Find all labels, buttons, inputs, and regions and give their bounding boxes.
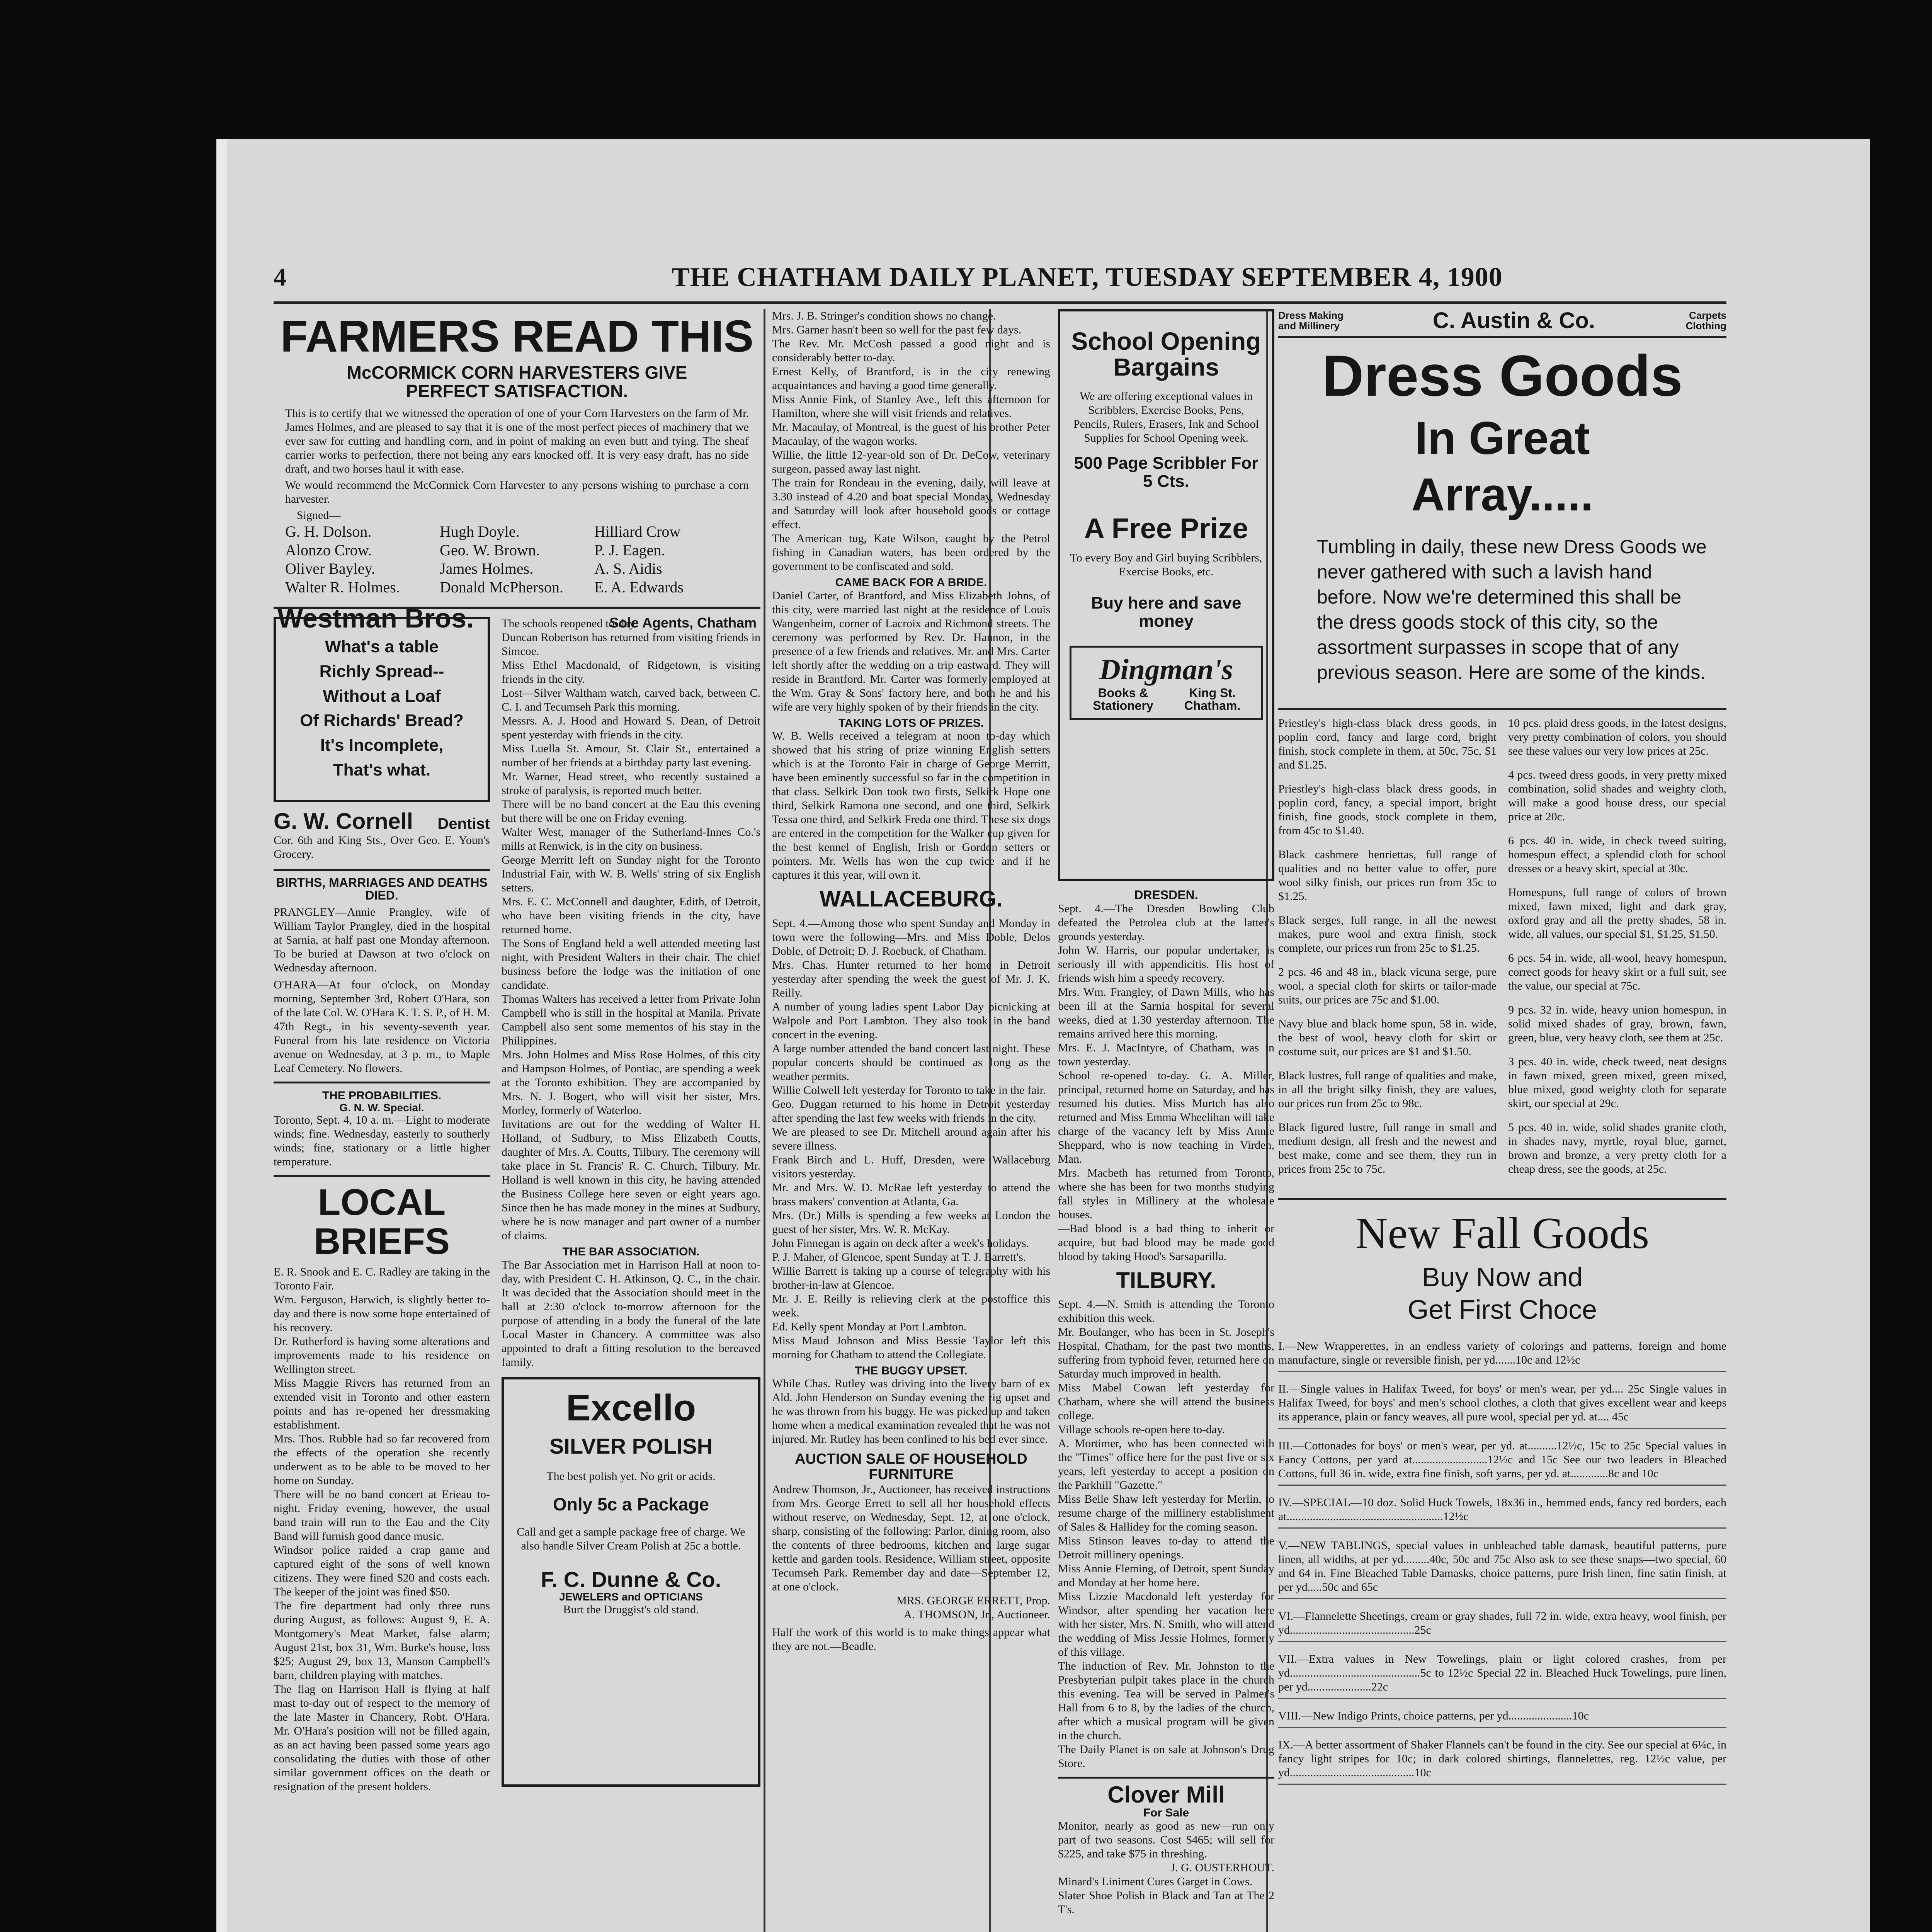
wallaceburg-para: Willie Colwell left yesterday for Toronto to take in the fair. bbox=[772, 1083, 1046, 1097]
clover-ad bbox=[1058, 1777, 1274, 1917]
fall-item: IX.—A better assortment of Shaker Flannels can't be found in the city. See our special at 6¼c, in fancy light stripes for 10c; in dark colored shirtings, flannelettes, reg. 12½c value, per yd...........................................10c bbox=[1278, 1738, 1726, 1785]
newspaper-title: THE CHATHAM DAILY PLANET, TUESDAY SEPTEMBER 4, 1900 bbox=[672, 262, 1503, 292]
dresden-para: Mrs. Wm. Frangley, of Dawn Mills, who has been ill at the Sarnia hospital for several weeks, died at 1.30 yesterday afternoon. The remains arrived here this morning. bbox=[1058, 985, 1274, 1040]
tilbury-para: Miss Lizzie Macdonald left yesterday for Windsor, after spending her vacation here with her sister, Mrs. N. Smith, who will attend the wedding of Miss Jessie Holmes, formerly of this village. bbox=[1058, 1590, 1274, 1659]
dresden-para: Sept. 4.—The Dresden Bowling Club defeated the Petrolea club at the latter's grounds yesterday. bbox=[1058, 902, 1274, 943]
school-prize: A Free Prize bbox=[1084, 512, 1248, 544]
beadle-text: Half the work of this world is to make things appear what they are not.—Beadle. bbox=[772, 1626, 1050, 1653]
school-prize-text: To every Boy and Girl buying Scribblers, Exercise Books, etc. bbox=[1070, 551, 1262, 578]
dingman-logo bbox=[1070, 646, 1263, 720]
prizes-text: W. B. Wells received a telegram at noon to-day which showed that his string of prize winning English setters which is at the Toronto Fair in charge of George Merritt, have been eminently successful so far in the competition in that class. Selkirk Don took two firsts, Selkirk Hope one third, Selkirk Ramona one second, and one third, Selkirk Tessa one third, and Selkirk Freda one third. These six dogs are entered in the competition for the Walker cup given for the best kennel of English, Irish or Gordon setters or pointers. Mr. Wells has won the cup twice and if he captures it this year, will own it. bbox=[772, 730, 1050, 881]
fall-item: I.—New Wrapperettes, in an endless variety of colorings and patterns, foreign and home manufacture, single or reversible finish, per yd.......10c and 12½c bbox=[1278, 1339, 1726, 1372]
excello-text2: Call and get a sample package free of charge. We also handle Silver Cream Polish at 25c a bottle. bbox=[517, 1526, 745, 1553]
news-para: There will be no band concert at the Eau this evening but there will be one on Friday evening. bbox=[502, 798, 760, 825]
austin-item: Priestley's high-class black dress goods, in poplin cord, fancy, a special import, bright finish, fine goods, stock complete in them, from 45c to $1.40. bbox=[1278, 782, 1497, 837]
wallaceburg-para: Mr. and Mrs. W. D. McRae left yesterday to attend the brass makers' convention at Atlanta, Ga. bbox=[772, 1181, 1050, 1208]
agent-name: Westman Bros. bbox=[277, 603, 474, 634]
excello-name: Excello bbox=[566, 1387, 696, 1429]
austin-items-grid bbox=[1278, 708, 1726, 1186]
school-deal: 500 Page Scribbler For 5 Cts. bbox=[1074, 454, 1259, 491]
brief-para: The flag on Harrison Hall is flying at half mast to-day out of respect to the memory of the late Master in Chancery, Robt. O'Hara. Mr. O'Hara's position will not be filled again, as an act having been passed some years ago consolidating the duties with those of other similar government offices on the death or resignation of the present holders. bbox=[274, 1682, 490, 1793]
column-3 bbox=[772, 309, 1050, 1932]
news-para: Invitations are out for the wedding of Walter H. Holland, of Sudbury, to Miss Elizabeth Coutts, daughter of Mrs. A. Coutts, Tilbury. The ceremony will take place in St. Francis' R. C. Church, Tilbury. Mr. Holland is well known in this city, he having attended the Business College here seven or eight years ago. Since then he has made money in the mines at Sudbury, where he is now manager and part owner of a number of claims. bbox=[502, 1118, 760, 1242]
austin-item: 5 pcs. 40 in. wide, solid shades granite cloth, in shades navy, myrtle, royal blue, garnet, brown and bronze, a very pretty cloth for a cheap dress, see the goods, at 25c. bbox=[1508, 1121, 1726, 1176]
dentist-ad bbox=[274, 802, 490, 871]
masthead bbox=[274, 255, 1726, 304]
brief-para: Wm. Ferguson, Harwich, is slightly better to-day and there is now some hope entertained of his recovery. bbox=[274, 1293, 490, 1334]
austin-item: 6 pcs. 54 in. wide, all-wool, heavy homespun, correct goods for heavy skirt or a full suit, see the value, our special at 75c. bbox=[1508, 952, 1726, 993]
dentist-address: Cor. 6th and King Sts., Over Geo. E. Youn's Grocery. bbox=[274, 833, 490, 861]
dentist-title: Dentist bbox=[437, 815, 490, 832]
fall-item: VII.—Extra values in New Towelings, plain or light colored crashes, from per yd.............................................5c to 12½c Special 22 in. Bleached Huck Towelings, pure linen, per yd......................22c bbox=[1278, 1652, 1726, 1699]
news-para: Ernest Kelly, of Brantford, is in the city renewing acquaintances and having a good time generally. bbox=[772, 365, 1050, 392]
wallaceburg-para: We are pleased to see Dr. Mitchell around again after his severe illness. bbox=[772, 1125, 1050, 1152]
newspaper-page bbox=[216, 139, 1870, 1932]
signer: A. S. Aidis bbox=[594, 560, 662, 578]
column-rule bbox=[764, 309, 765, 1932]
probabilities-text: Toronto, Sept. 4, 10 a. m.—Light to moderate winds; fine. Wednesday, easterly to southerly winds; fine, stationary or a little higher temperature. bbox=[274, 1113, 490, 1168]
news-para: The Rev. Mr. McCosh passed a good night and is considerably better to-day. bbox=[772, 337, 1050, 364]
fall-item: VI.—Flannelette Sheetings, cream or gray shades, full 72 in. wide, extra heavy, wool finish, per yd...........................................25c bbox=[1278, 1609, 1726, 1642]
bread-line: It's Incomplete, bbox=[320, 736, 444, 755]
bar-heading: THE BAR ASSOCIATION. bbox=[562, 1245, 700, 1258]
farmers-headline: FARMERS READ THIS bbox=[280, 311, 754, 361]
wallaceburg-para: P. J. Maher, of Glencoe, spent Sunday at T. J. Barrett's. bbox=[772, 1250, 1026, 1264]
tilbury-para: Miss Stinson leaves to-day to attend the Detroit millinery openings. bbox=[1058, 1534, 1274, 1561]
bread-line: That's what. bbox=[333, 760, 431, 779]
column-1 bbox=[274, 309, 760, 1932]
wallaceburg-para: A large number attended the band concert last night. These popular concerts should be continued as long as the weather permits. bbox=[772, 1042, 1050, 1083]
tilbury-para: Village schools re-open here to-day. bbox=[1058, 1423, 1225, 1436]
news-para: Mr. Macaulay, of Montreal, is the guest of his brother Peter Macaulay, of the wagon works. bbox=[772, 421, 1050, 447]
austin-item: 10 pcs. plaid dress goods, in the latest designs, very pretty combination of colors, you should see these values our very low prices at 25c. bbox=[1508, 717, 1726, 758]
news-para: Mrs. E. C. McConnell and daughter, Edith, of Detroit, who have been visiting friends in the city, have returned home. bbox=[502, 895, 760, 936]
births-subheading: DIED. bbox=[365, 888, 398, 903]
fall-sub-2: Get First Choce bbox=[1407, 1294, 1597, 1325]
austin-item: Black cashmere henriettas, full range of qualities and no better value to offer, pure wool silky finish, our prices run from 35c to $1.25. bbox=[1278, 848, 1497, 903]
fall-heading: New Fall Goods bbox=[1355, 1209, 1650, 1259]
signer: E. A. Edwards bbox=[594, 578, 684, 596]
austin-headline-1: Dress Goods bbox=[1322, 343, 1683, 408]
excello-seller-addr: Burt the Druggist's old stand. bbox=[563, 1603, 699, 1616]
signer: Alonzo Crow. bbox=[285, 541, 372, 559]
brief-para: Mrs. Thos. Rubble had so far recovered from the effects of the operation she recently underwent as to be able to be moved to her home on Sunday. bbox=[274, 1432, 490, 1487]
local-briefs-heading: LOCAL BRIEFS bbox=[313, 1181, 450, 1262]
news-para: Mrs. John Holmes and Miss Rose Holmes, of this city and Hampson Holmes, of Pontiac, are spending a week at the Toronto exhibition. They are accompanied by Mrs. N. J. Bogert, who will visit her sister, Mrs. Morley, formerly of Waterloo. bbox=[502, 1048, 760, 1117]
brief-para: Miss Maggie Rivers has returned from an extended visit in Toronto and other eastern points and has re-opened her dressmaking establishment. bbox=[274, 1376, 490, 1431]
signer: Walter R. Holmes. bbox=[285, 578, 400, 596]
clover-sign: J. G. OUSTERHOUT. bbox=[1170, 1861, 1274, 1874]
clover-headline: Clover Mill bbox=[1107, 1782, 1225, 1808]
school-cta: Buy here and save money bbox=[1091, 594, 1242, 631]
signed-label: Signed— bbox=[297, 509, 341, 522]
signer: Oliver Bayley. bbox=[285, 560, 375, 578]
slater-text: Slater Shoe Polish in Black and Tan at The 2 T's. bbox=[1058, 1889, 1274, 1916]
minard-text: Minard's Liniment Cures Garget in Cows. bbox=[1058, 1875, 1253, 1888]
tilbury-para: A. Mortimer, who has been connected with the "Times" office here for the past five or six years, left yesterday to accept a position on the Parkhill "Gazette." bbox=[1058, 1437, 1274, 1492]
signer: Donald McPherson. bbox=[440, 578, 563, 596]
news-para: Messrs. A. J. Hood and Howard S. Dean, of Detroit spent yesterday with friends in the city. bbox=[502, 714, 760, 741]
col1-left bbox=[274, 617, 490, 1794]
news-para: Miss Annie Fink, of Stanley Ave., left this afternoon for Hamilton, where she will visit friends and relatives. bbox=[772, 393, 1050, 420]
dresden-para: Mrs. Macbeth has returned from Toronto, where she has been for two months studying fall styles in Millinery at the wholesale houses. bbox=[1058, 1166, 1274, 1221]
news-para: The American tug, Kate Wilson, caught by the Petrol fishing in Canadian waters, has been ordered by the government to be confiscated and sold. bbox=[772, 532, 1050, 573]
austin-top-left: Dress Making and Millinery bbox=[1278, 310, 1344, 332]
dresden-para: John W. Harris, our popular undertaker, is seriously ill with appendicitis. His host of friends wish him a speedy recovery. bbox=[1058, 944, 1274, 985]
austin-item: Priestley's high-class black dress goods, in poplin cord, fancy and large cord, bright finish, stock complete in them, at 50c, 75c, $1 and $1.25. bbox=[1278, 717, 1497, 772]
farmers-recommend: We would recommend the McCormick Corn Harvester to any persons wishing to purchase a corn harvester. bbox=[285, 479, 749, 506]
auction-heading: AUCTION SALE OF HOUSEHOLD FURNITURE bbox=[795, 1451, 1027, 1483]
excello-ad bbox=[502, 1377, 760, 1787]
austin-item: Navy blue and black home spun, 58 in. wide, the best of wool, heavy cloth for skirt or costume suit, our prices are $1 and $1.50. bbox=[1278, 1017, 1497, 1058]
austin-top-name: C. Austin & Co. bbox=[1433, 309, 1595, 333]
wallaceburg-para: Sept. 4.—Among those who spent Sunday and Monday in town were the following—Mrs. and Miss Doble, Delos Doble, of Detroit; D. J. Roebuck, of Chatham. bbox=[772, 917, 1050, 957]
austin-item: Black figured lustre, full range in small and medium design, all fresh and the newest and best make, come and see them, they run in prices from 25c to 75c. bbox=[1278, 1121, 1497, 1176]
page-number: 4 bbox=[274, 263, 286, 291]
brief-para: Dr. Rutherford is having some alterations and improvements made to his residence on Wellington street. bbox=[274, 1335, 490, 1376]
bread-line: Without a Loaf bbox=[323, 686, 441, 706]
excello-price: Only 5c a Package bbox=[553, 1494, 709, 1515]
school-ad bbox=[1058, 309, 1274, 881]
auction-sign: MRS. GEORGE ERRETT, Prop. bbox=[896, 1594, 1050, 1607]
austin-left-items bbox=[1278, 716, 1497, 1186]
signers-list bbox=[274, 522, 760, 597]
births-heading: BIRTHS, MARRIAGES AND DEATHS bbox=[276, 875, 488, 889]
auction-text: Andrew Thomson, Jr., Auctioneer, has received instructions from Mrs. George Errett to sell all her household effects without reserve, on Wednesday, Sept. 12, at one o'clock, sharp, consisting of the following: Parlor, dining room, also the contents of three bedrooms, kitchen and large sugar kettle and garden tools. Residence, William street, opposite Tecumseh Park. Remember day and date—September 12, at one o'clock. bbox=[772, 1483, 1050, 1594]
bread-ad bbox=[274, 617, 490, 802]
dresden-para: School re-opened to-day. G. A. Miller, principal, returned home on Saturday, and has resumed his duties. Miss Murtch has also returned and Miss Emma Wheelihan will take charge of the vacancy left by Miss Annie Sheppard, who is now teaching in Virden, Man. bbox=[1058, 1069, 1274, 1165]
buggy-heading: THE BUGGY UPSET. bbox=[855, 1364, 968, 1377]
signer: James Holmes. bbox=[440, 560, 534, 578]
fall-item: IV.—SPECIAL—10 doz. Solid Huck Towels, 18x36 in., hemmed ends, fancy red borders, each at......................................................12½c bbox=[1278, 1496, 1726, 1529]
tilbury-para: Miss Mabel Cowan left yesterday for Chatham, where she will attend the business college. bbox=[1058, 1381, 1274, 1422]
wallaceburg-para: Mrs. Chas. Hunter returned to her home in Detroit yesterday after spending the week the guest of Mr. J. K. Reilly. bbox=[772, 958, 1050, 999]
tilbury-para: Mr. Boulanger, who has been in St. Joseph's Hospital, Chatham, for the past two months, suffering from typhoid fever, returned here on Saturday much improved in health. bbox=[1058, 1326, 1274, 1381]
school-text: We are offering exceptional values in Scribblers, Exercise Books, Pens, Pencils, Rulers, Erasers, Ink and School Supplies for School Opening week. bbox=[1073, 390, 1259, 445]
fall-item: II.—Single values in Halifax Tweed, for boys' or men's wear, per yd.... 25c Single values in Halifax Tweed, for boys' and men's school clothes, a cloth that gives excellent wear and keeps its apperance, plain or fancy weaves, all pure wool, special per yd. at.... 45c bbox=[1278, 1382, 1726, 1429]
news-para: Walter West, manager of the Sutherland-Innes Co.'s mills at Renwick, is in the city on business. bbox=[502, 826, 760, 852]
excello-seller-note: JEWELERS and OPTICIANS bbox=[559, 1591, 703, 1603]
bread-line: Richly Spread-- bbox=[319, 662, 444, 681]
fall-item: VIII.—New Indigo Prints, choice patterns, per yd......................10c bbox=[1278, 1709, 1726, 1728]
wallaceburg-para: Geo. Duggan returned to his home in Detroit yesterday after spending the last few weeks with friends in the city. bbox=[772, 1097, 1050, 1124]
births-entry: PRANGLEY—Annie Prangley, wife of William Taylor Prangley, died in the hospital at Sarnia, at half past one Monday afternoon. To be buried at Dawson at two o'clock on Wednesday afternoon. bbox=[274, 906, 490, 975]
fall-items bbox=[1278, 1339, 1726, 1785]
bread-line: Of Richards' Bread? bbox=[300, 711, 464, 730]
news-para: Thomas Walters has received a letter from Private John Campbell who is still in the hospital at Manila. Private Campbell also sent some mementos of his stay in the Philippines. bbox=[502, 993, 760, 1047]
tilbury-para: Sept. 4.—N. Smith is attending the Toronto exhibition this week. bbox=[1058, 1298, 1274, 1325]
news-para: Mrs. J. B. Stringer's condition shows no change. bbox=[772, 310, 996, 322]
tilbury-para: Miss Belle Shaw left yesterday for Merlin, to resume charge of the millinery establishment of Sales & Hallidey for the coming season. bbox=[1058, 1493, 1274, 1534]
signer: G. H. Dolson. bbox=[285, 523, 372, 541]
austin-item: 4 pcs. tweed dress goods, in very pretty mixed combination, solid shades and weighty cloth, will make a good house dress, our special price at 20c. bbox=[1508, 769, 1726, 823]
fall-item: V.—NEW TABLINGS, special values in unbleached table damask, beautiful patterns, pure linen, all widths, at per yd.........40c, 50c and 75c Also ask to see these snaps—two special, 60 and 64 in. Fine Bleached Table Damasks, choice patterns, pure Irish linen, fine satin finish, at per yd.....50c and 65c bbox=[1278, 1539, 1726, 1599]
wallaceburg-para: Miss Maud Johnson and Miss Bessie Taylor left this morning for Chatham to attend the Collegiate. bbox=[772, 1334, 1050, 1361]
bread-line: What's a table bbox=[325, 637, 439, 656]
news-para: Mrs. Garner hasn't been so well for the past few days. bbox=[772, 323, 1022, 336]
austin-top-right: Carpets Clothing bbox=[1685, 310, 1726, 332]
news-para: George Merritt left on Sunday night for the Toronto Industrial Fair, with W. B. Wells' string of six English setters. bbox=[502, 854, 760, 894]
wallaceburg-para: Willie Barrett is taking up a course of telegraphy with his brother-in-law at Glencoe. bbox=[772, 1264, 1050, 1291]
wallaceburg-heading: WALLACEBURG. bbox=[820, 886, 1003, 912]
austin-item: 9 pcs. 32 in. wide, heavy union homespun, in solid mixed shades of gray, brown, fawn, green, blue, very heavy cloth, see them at 25c. bbox=[1508, 1003, 1726, 1044]
bride-heading: CAME BACK FOR A BRIDE. bbox=[835, 576, 987, 589]
austin-headline-2: In Great bbox=[1415, 412, 1590, 464]
news-para: Lost—Silver Waltham watch, carved back, between C. C. I. and Tecumseh Park this morning. bbox=[502, 687, 760, 713]
col1-lower bbox=[274, 617, 760, 1794]
probabilities-sub: G. N. W. Special. bbox=[339, 1101, 424, 1114]
wallaceburg-para: A number of young ladies spent Labor Day picnicking at Walpole and Port Lambton. They also took in the band concert in the evening. bbox=[772, 1000, 1050, 1041]
buggy-text: While Chas. Rutley was driving into the livery barn of ex Ald. John Henderson on Sunday evening the rig upset and he was thrown from his buggy. He was picked up and taken home when a medical examination revealed that he was not injured. Mr. Rutley has been confined to his bed ever since. bbox=[772, 1377, 1050, 1446]
signer: Geo. W. Brown. bbox=[440, 541, 540, 559]
news-para: The train for Rondeau in the evening, daily, will leave at 3.30 instead of 4.20 and boat special Monday, Wednesday and Saturday will look after household goods or cottage effect. bbox=[772, 476, 1050, 531]
brief-para: The fire department had only three runs during August, as follows: August 9, E. A. Montgomery's Meat Market, false alarm; August 21st, box 31, Wm. Burke's house, loss $25; August 29, box 13, Manson Campbell's barn, children playing with matches. bbox=[274, 1599, 490, 1682]
wallaceburg-para: Mr. J. E. Reilly is relieving clerk at the postoffice this week. bbox=[772, 1292, 1050, 1319]
school-headline: School Opening Bargains bbox=[1071, 327, 1261, 381]
shop-name: Dingman's bbox=[1099, 653, 1233, 686]
signer: Hilliard Crow bbox=[594, 523, 681, 541]
tilbury-para: Miss Annie Fleming, of Detroit, spent Sunday and Monday at her home here. bbox=[1058, 1562, 1274, 1589]
brief-para: There will be no band concert at Erieau to-night. Friday evening, however, the usual band train will run to the Eau and the City Band will furnish good dance music. bbox=[274, 1488, 490, 1543]
prizes-heading: TAKING LOTS OF PRIZES. bbox=[838, 716, 984, 730]
dresden-heading: DRESDEN. bbox=[1134, 888, 1198, 902]
news-para: Duncan Robertson has returned from visiting friends in Simcoe. bbox=[502, 631, 760, 658]
clover-text: Monitor, nearly as good as new—run only part of two seasons. Cost $465; will sell for $225, and take $75 in threshing. bbox=[1058, 1819, 1274, 1860]
tilbury-para: The induction of Rev. Mr. Johnston to the Presbyterian pulpit takes place in the church this evening. Tea will be served in Palmer's Hall from 6 to 8, by the ladies of the church, after which a musical program will be given in the church. bbox=[1058, 1660, 1274, 1742]
shop-addr: King St. Chatham. bbox=[1184, 685, 1241, 713]
dresden-para: Mrs. E. J. MacIntyre, of Chatham, was in town yesterday. bbox=[1058, 1041, 1274, 1068]
excello-product: SILVER POLISH bbox=[549, 1434, 713, 1459]
fall-sub-1: Buy Now and bbox=[1422, 1262, 1583, 1293]
excello-text1: The best polish yet. No grit or acids. bbox=[546, 1470, 716, 1483]
signer: Hugh Doyle. bbox=[440, 523, 520, 541]
shop-sub: Books & Stationery bbox=[1093, 685, 1153, 713]
wallaceburg-para: Ed. Kelly spent Monday at Port Lambton. bbox=[772, 1320, 967, 1333]
austin-item: Black lustres, full range of qualities and make, in all the bright silky finish, they are values, our prices run from 25c to 98c. bbox=[1278, 1069, 1497, 1110]
agent-note: Sole Agents, Chatham bbox=[609, 615, 757, 631]
brief-para: Windsor police raided a crap game and captured eight of the sons of well known citizens. They were fined $20 and costs each. The keeper of the joint was fined $50. bbox=[274, 1543, 490, 1598]
col2-news bbox=[502, 617, 760, 1794]
births-entry: O'HARA—At four o'clock, on Monday morning, September 3rd, Robert O'Hara, son of the late Col. W. O'Hara K. T. S. P., of H. M. 47th Regt., in his seventy-seventh year. Funeral from his late residence on Victoria avenue on Wednesday, at 3 p. m., to Maple Leaf Cemetery. No flowers. bbox=[274, 978, 490, 1075]
austin-headline-3: Array..... bbox=[1411, 469, 1594, 521]
tilbury-para: The Daily Planet is on sale at Johnson's Drug Store. bbox=[1058, 1743, 1274, 1770]
signer: P. J. Eagen. bbox=[594, 541, 665, 559]
auction-sign: A. THOMSON, Jr., Auctioneer. bbox=[903, 1608, 1050, 1621]
probabilities-heading: THE PROBABILITIES. bbox=[322, 1089, 442, 1102]
tilbury-heading: TILBURY. bbox=[1116, 1267, 1216, 1293]
farmers-subhead: McCORMICK CORN HARVESTERS GIVE PERFECT SATISFACTION. bbox=[347, 362, 687, 401]
dresden-para: —Bad blood is a bad thing to inherit or acquire, but bad blood may be made good blood by taking Hood's Sarsaparilla. bbox=[1058, 1222, 1274, 1263]
news-para: Mr. Warner, Head street, who recently sustained a stroke of paralysis, is reported much better. bbox=[502, 770, 760, 797]
news-para: The Sons of England held a well attended meeting last night, with President Walters in their chair. The chief business before the lodge was the initiation of one candidate. bbox=[502, 937, 760, 992]
austin-item: 2 pcs. 46 and 48 in., black vicuna serge, pure wool, a special cloth for skirts or tailor-made suits, our prices are 75c and $1.00. bbox=[1278, 966, 1497, 1007]
wallaceburg-para: Frank Birch and L. Huff, Dresden, were Wallaceburg visitors yesterday. bbox=[772, 1153, 1050, 1180]
column-4 bbox=[1058, 309, 1274, 1932]
news-para: Miss Ethel Macdonald, of Ridgetown, is visiting friends in the city. bbox=[502, 659, 760, 685]
fall-item: III.—Cottonades for boys' or men's wear, per yd. at..........12½c, 15c to 25c Special values in Fancy Cottons, per yard at..........................12½c and 15c See our two leaders in Bleached Cottons, full 36 in. wide, extra fine finish, soft yarns, per yd. at.............8c and 10c bbox=[1278, 1439, 1726, 1486]
austin-item: 3 pcs. 40 in. wide, check tweed, neat designs in fawn mixed, green mixed, green mixed, blue mixed, good weighty cloth for separate skirt, our special at 29c. bbox=[1508, 1055, 1726, 1110]
brief-para: E. R. Snook and E. C. Radley are taking in the Toronto Fair. bbox=[274, 1265, 490, 1292]
news-para: The schools reopened to-day. bbox=[502, 617, 638, 630]
bride-text: Daniel Carter, of Brantford, and Miss Elizabeth Johns, of this city, were married last night at the residence of Louis Wangenheim, corner of Lacroix and Richmond streets. The ceremony was performed by Rev. Dr. Hannon, in the presence of a few friends and relatives. Mr. and Mrs. Carter left shortly after the wedding on a trip eastward. They will reside in Brantford. Mr. Carter was formerly employed at the Wm. Gray & Sons' factory here, and both he and his wife are very highly spoken of by their friends in the city. bbox=[772, 589, 1050, 713]
excello-seller: F. C. Dunne & Co. bbox=[541, 1567, 721, 1592]
clover-sub: For Sale bbox=[1143, 1806, 1189, 1820]
austin-right-items bbox=[1508, 716, 1726, 1186]
austin-item: 6 pcs. 40 in. wide, in check tweed suiting, homespun effect, a splendid cloth for school dresses or a heavy skirt, special at 30c. bbox=[1508, 834, 1726, 875]
fall-goods-section bbox=[1278, 1198, 1726, 1785]
dentist-name: G. W. Cornell bbox=[274, 809, 413, 834]
bar-text: The Bar Association met in Harrison Hall at noon to-day, with President C. H. Atkinson, Q. C., in the chair. It was decided that the Association should meet in the hall at 2:30 o'clock to-morrow afternoon for the purpose of attending in a body the funeral of the late Local Master in Chancery. A committee was also appointed to draft a fitting resolution to the bereaved family. bbox=[502, 1258, 760, 1369]
wallaceburg-para: Mrs. (Dr.) Mills is spending a few weeks at London the guest of her sister, Mrs. W. R. McKay. bbox=[772, 1209, 1050, 1236]
austin-ad bbox=[1278, 309, 1726, 1932]
farmers-body: This is to certify that we witnessed the operation of one of your Corn Harvesters on the farm of Mr. James Holmes, and are pleased to say that it is one of the most perfect pieces of machinery that we ever saw for cutting and handling corn, and in point of making an even butt and tying. The sheaf carrier works to perfection, there not being any ears knocked off. It is very easy draft, has no side draft, and two horses haul it with ease. bbox=[285, 407, 749, 476]
news-para: Miss Luella St. Amour, St. Clair St., entertained a number of her friends at a birthday party last evening. bbox=[502, 742, 760, 769]
austin-item: Black serges, full range, in all the newest makes, pure wool and extra finish, stock complete, our prices run from 25c to $1.25. bbox=[1278, 914, 1497, 955]
wallaceburg-para: John Finnegan is again on deck after a week's holidays. bbox=[772, 1236, 1029, 1250]
austin-intro: Tumbling in daily, these new Dress Goods we never gathered with such a lavish hand before. Now we're determined this shall be the dress goods stock of this city, so the assortment surpasses in scope that of any previous season. Here are some of the kinds. bbox=[1317, 536, 1707, 684]
news-para: Willie, the little 12-year-old son of Dr. DeCow, veterinary surgeon, passed away last night. bbox=[772, 449, 1050, 475]
austin-item: Homespuns, full range of colors of brown mixed, fawn mixed, light and dark gray, oxford gray and all the pretty shades, 58 in. wide, all values, our special $1, $1.25, $1.50. bbox=[1508, 886, 1726, 941]
